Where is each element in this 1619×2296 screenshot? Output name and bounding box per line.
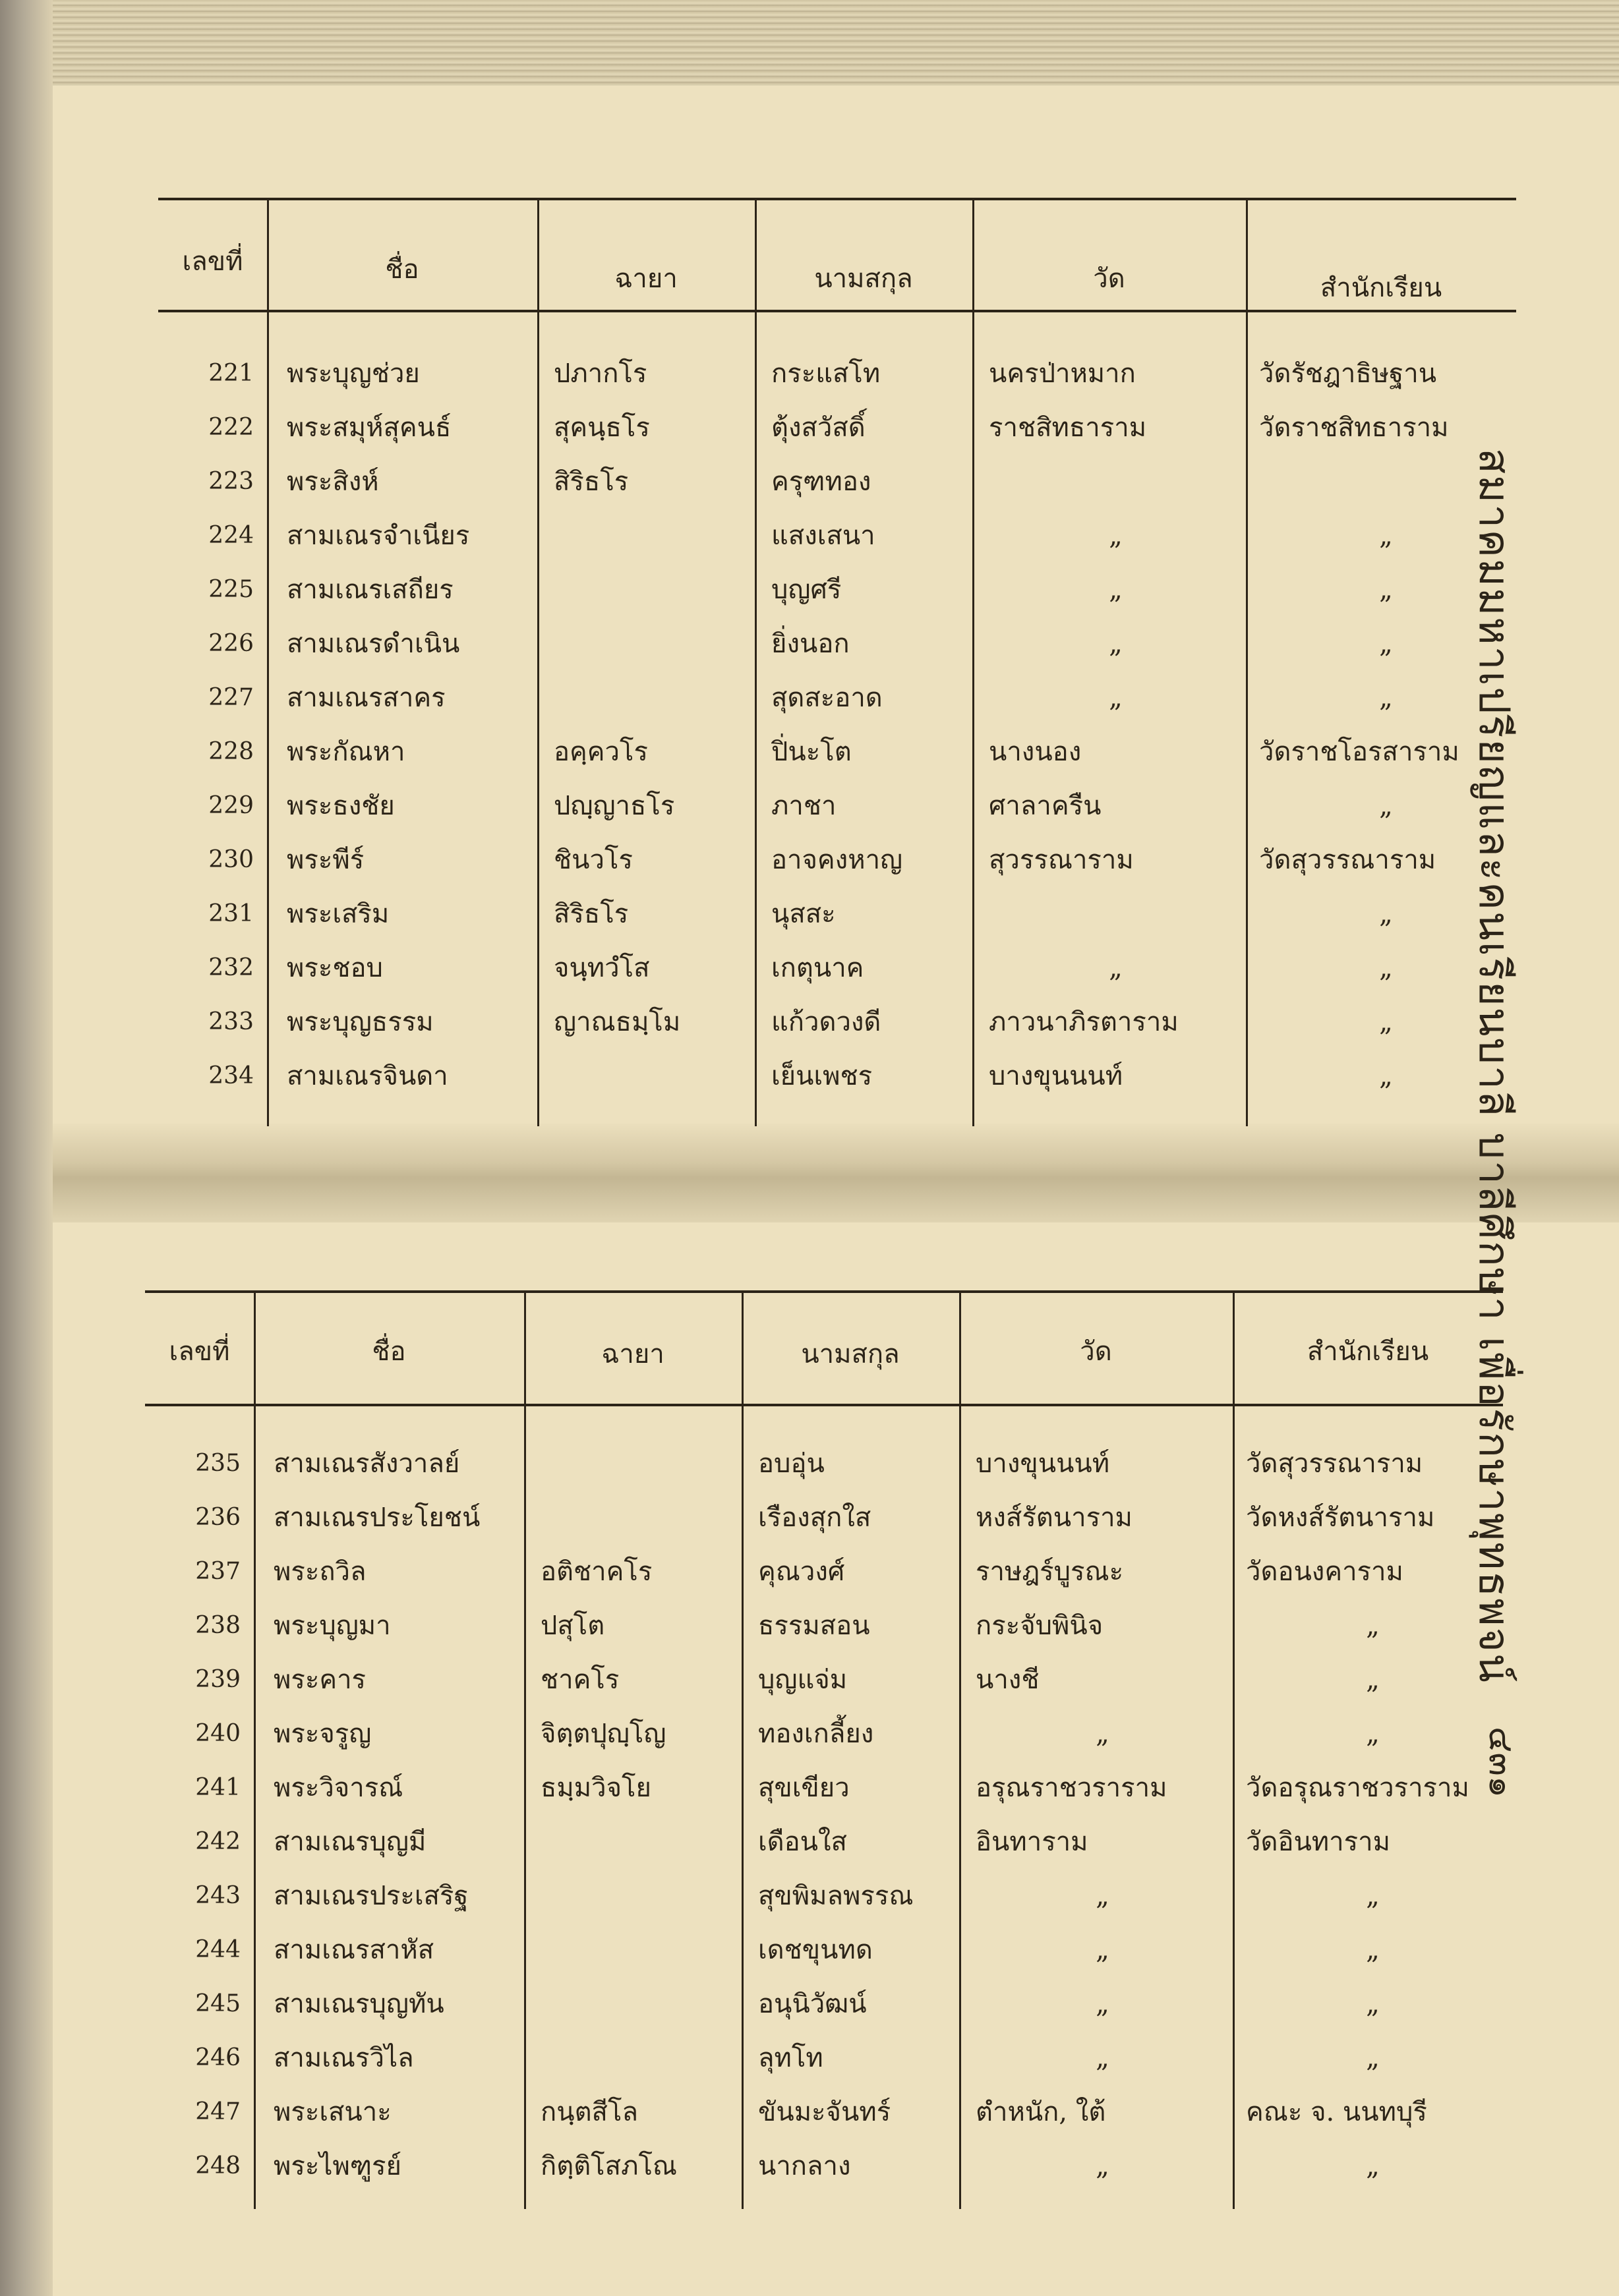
row-surname: สุขพิมลพรรณ [758, 1881, 914, 1911]
row-surname: เดือนใส [758, 1827, 847, 1857]
row-alias [554, 563, 751, 617]
row-alias [554, 1049, 751, 1103]
row-number: 227 [208, 684, 254, 711]
row-wat: ราชสิทธาราม [989, 413, 1147, 443]
row-name: พระเสริม [287, 899, 390, 929]
row-surname: ทองเกลี้ยง [758, 1719, 874, 1749]
table-row [158, 1049, 1516, 1103]
row-school: „ [1366, 1719, 1380, 1749]
row-name: สามเณรจินดา [287, 1061, 448, 1091]
page-number: ๔๓๑ [1481, 1727, 1521, 1798]
row-surname: อบอุ่น [758, 1449, 825, 1479]
header-school: สำนักเรียน [1307, 1336, 1429, 1367]
header-number: เลขที่ [182, 246, 243, 277]
row-school: „ [1366, 2151, 1380, 2181]
row-name: พระบุญมา [274, 1611, 391, 1641]
row-wat: „ [1096, 1719, 1109, 1749]
table-row [145, 1491, 1503, 1545]
row-wat: นางชี [976, 1665, 1040, 1695]
row-wat: „ [1109, 521, 1123, 551]
row-alias [541, 2031, 738, 2085]
table-row [145, 1545, 1503, 1599]
row-name: สามเณรวิไล [274, 2043, 414, 2073]
row-alias: กนฺตสีโล [541, 2097, 638, 2127]
row-name: พระชอบ [287, 953, 383, 983]
row-surname: ครุฑทอง [771, 467, 871, 497]
row-alias: จนฺทวํโส [554, 953, 650, 983]
row-wat: „ [1109, 575, 1123, 605]
table-row [158, 347, 1516, 401]
row-wat: „ [1109, 629, 1123, 659]
header-alias: ฉายา [601, 1339, 664, 1369]
row-number: 241 [195, 1774, 241, 1801]
row-name: สามเณรเสถียร [287, 575, 454, 605]
row-wat: ตำหนัก, ใต้ [976, 2097, 1106, 2127]
row-name: สามเณรบุญทัน [274, 1989, 444, 2019]
row-school: „ [1366, 1989, 1380, 2019]
table-row [158, 671, 1516, 725]
table-row [158, 617, 1516, 671]
row-surname: ตุ้งสวัสดิ์ [771, 413, 866, 443]
row-alias [541, 1923, 738, 1977]
header-surname: นามสกุล [801, 1339, 900, 1369]
row-school: „ [1366, 1881, 1380, 1911]
row-wat: หงส์รัตนาราม [976, 1503, 1133, 1533]
page-gutter [53, 1124, 1619, 1222]
row-name: สามเณรสาคร [287, 683, 446, 713]
row-surname: ปิ่นะโต [771, 737, 852, 767]
row-wat: „ [1096, 2151, 1109, 2181]
row-name: พระถวิล [274, 1557, 367, 1587]
row-surname: สุขเขียว [758, 1773, 850, 1803]
row-alias: ปภากโร [554, 359, 647, 389]
row-wat: „ [1096, 1881, 1109, 1911]
row-school: วัดราชสิทธาราม [1259, 413, 1449, 443]
row-school: „ [1379, 683, 1393, 713]
row-wat: บางขุนนนท์ [976, 1449, 1110, 1479]
table-row [145, 1599, 1503, 1653]
row-number: 236 [195, 1504, 241, 1531]
row-number: 244 [195, 1936, 241, 1963]
table-row [145, 1761, 1503, 1815]
row-name: สามเณรสังวาลย์ [274, 1449, 460, 1479]
row-school: วัดหงส์รัตนาราม [1246, 1503, 1435, 1533]
table-row [158, 401, 1516, 455]
row-name: พระบุญธรรม [287, 1007, 434, 1037]
table-row [145, 1977, 1503, 2031]
row-wat: „ [1096, 2043, 1109, 2073]
running-header: สมาคมมหาเปรียญและคนเรียนบาลี บาลีศึกษา เพื่อรักษาพุทธพจน์ [1469, 448, 1518, 1684]
row-number: 232 [208, 954, 254, 981]
table-row [158, 941, 1516, 995]
row-surname: ธรรมสอน [758, 1611, 870, 1641]
row-surname: เดชขุนทด [758, 1935, 873, 1965]
row-name: สามเณรจำเนียร [287, 521, 470, 551]
row-surname: ขันมะจันทร์ [758, 2097, 891, 2127]
row-wat: นครป่าหมาก [989, 359, 1136, 389]
row-school: „ [1379, 953, 1393, 983]
table-row [158, 779, 1516, 833]
row-wat: บางขุนนนท์ [989, 1061, 1123, 1091]
header-surname: นามสกุล [814, 264, 913, 294]
row-alias: จิตฺตปุญฺโญ [541, 1719, 666, 1749]
table-row [145, 1653, 1503, 1707]
row-name: สามเณรสาหัส [274, 1935, 434, 1965]
table-row [158, 563, 1516, 617]
row-surname: เรืองสุกใส [758, 1503, 871, 1533]
row-alias [541, 1491, 738, 1545]
row-alias [554, 617, 751, 671]
row-school: วัดอรุณราชวราราม [1246, 1773, 1469, 1803]
table-row [145, 2085, 1503, 2139]
row-alias [554, 509, 751, 563]
row-school: „ [1379, 899, 1393, 929]
row-school: วัดอนงคาราม [1246, 1557, 1403, 1587]
row-number: 230 [208, 846, 254, 873]
row-alias: สิริธโร [554, 467, 629, 497]
row-school: „ [1366, 2043, 1380, 2073]
header-name: ชื่อ [385, 254, 419, 285]
row-name: พระพีร์ [287, 845, 365, 875]
row-name: พระกัณหา [287, 737, 405, 767]
row-surname: ลุทโท [758, 2043, 823, 2073]
header-number: เลขที่ [169, 1336, 230, 1367]
row-alias [554, 671, 751, 725]
row-wat: นางนอง [989, 737, 1082, 767]
row-wat: อินทาราม [976, 1827, 1088, 1857]
row-school: วัดสุวรรณาราม [1259, 845, 1436, 875]
book-spine-edge [0, 0, 53, 2296]
row-alias: อคฺควโร [554, 737, 648, 767]
row-name: พระคาร [274, 1665, 367, 1695]
row-alias: ธมฺมวิจโย [541, 1773, 651, 1803]
row-surname: อาจคงหาญ [771, 845, 903, 875]
row-alias [541, 1437, 738, 1491]
row-school: „ [1379, 629, 1393, 659]
row-number: 228 [208, 738, 254, 765]
row-wat: „ [1096, 1935, 1109, 1965]
row-number: 248 [195, 2152, 241, 2179]
row-school: „ [1379, 791, 1393, 821]
row-number: 234 [208, 1062, 254, 1089]
table-row [145, 1707, 1503, 1761]
row-school: คณะ จ. นนทบุรี [1246, 2097, 1427, 2127]
row-number: 226 [208, 630, 254, 657]
header-school: สำนักเรียน [1320, 273, 1442, 303]
row-surname: แก้วดวงดี [771, 1007, 881, 1037]
row-alias [541, 1869, 738, 1923]
row-alias [541, 1815, 738, 1869]
table-row [145, 2139, 1503, 2193]
row-wat: „ [1109, 953, 1123, 983]
row-alias: ปสุโต [541, 1611, 605, 1641]
row-school: วัดราชโอรสาราม [1259, 737, 1459, 767]
row-number: 229 [208, 792, 254, 819]
table-row [145, 1923, 1503, 1977]
row-name: สามเณรบุญมี [274, 1827, 427, 1857]
row-surname: อนุนิวัฒน์ [758, 1989, 867, 2019]
row-school: „ [1379, 1061, 1393, 1091]
row-wat [989, 887, 1243, 941]
row-surname: เกตุนาค [771, 953, 864, 983]
row-wat: สุวรรณาราม [989, 845, 1134, 875]
row-number: 239 [195, 1666, 241, 1693]
table-row [158, 887, 1516, 941]
row-school: วัดสุวรรณาราม [1246, 1449, 1423, 1479]
row-wat: ราษฎร์บูรณะ [976, 1557, 1124, 1587]
row-name: พระบุญช่วย [287, 359, 420, 389]
row-alias: สุคนฺธโร [554, 413, 650, 443]
row-wat: „ [1096, 1989, 1109, 2019]
row-school: วัดรัชฎาธิษฐาน [1259, 359, 1437, 389]
row-school: „ [1366, 1611, 1380, 1641]
row-number: 224 [208, 522, 254, 549]
header-wat: วัด [1093, 264, 1125, 294]
table-header [158, 200, 1516, 312]
row-number: 223 [208, 468, 254, 495]
row-number: 221 [208, 360, 254, 387]
row-wat: ภาวนาภิรตาราม [989, 1007, 1179, 1037]
row-alias: กิตฺติโสภโณ [541, 2151, 678, 2181]
table-row [158, 995, 1516, 1049]
row-number: 231 [208, 900, 254, 927]
row-number: 222 [208, 414, 254, 441]
row-school: „ [1366, 1665, 1380, 1695]
row-alias: ชินวโร [554, 845, 633, 875]
row-school: „ [1379, 1007, 1393, 1037]
row-number: 246 [195, 2044, 241, 2071]
row-surname: กระแสโท [771, 359, 881, 389]
row-number: 238 [195, 1612, 241, 1639]
row-surname: นากลาง [758, 2151, 851, 2181]
row-school: „ [1379, 575, 1393, 605]
table-row [145, 1437, 1503, 1491]
table-row [145, 1815, 1503, 1869]
row-wat [989, 455, 1243, 509]
row-surname: สุดสะอาด [771, 683, 883, 713]
row-surname: บุญศรี [771, 575, 842, 605]
row-name: สามเณรประโยชน์ [274, 1503, 481, 1533]
row-name: พระวิจารณ์ [274, 1773, 403, 1803]
row-alias: ปญฺญาธโร [554, 791, 675, 821]
row-school: วัดอินทาราม [1246, 1827, 1390, 1857]
row-wat: กระจับพินิจ [976, 1611, 1104, 1641]
row-wat: อรุณราชวราราม [976, 1773, 1167, 1803]
table-header [145, 1293, 1503, 1406]
header-wat: วัด [1080, 1336, 1112, 1367]
row-wat: ศาลาครืน [989, 791, 1102, 821]
row-number: 245 [195, 1990, 241, 2017]
row-surname: บุญแจ่ม [758, 1665, 848, 1695]
table-row [158, 725, 1516, 779]
table-row [145, 2031, 1503, 2085]
row-name: พระจรูญ [274, 1719, 372, 1749]
row-surname: คุณวงศ์ [758, 1557, 845, 1587]
row-surname: เย็นเพชร [771, 1061, 873, 1091]
row-number: 235 [195, 1450, 241, 1477]
row-name: พระสิงห์ [287, 467, 379, 497]
row-name: พระธงชัย [287, 791, 395, 821]
table-row [158, 833, 1516, 887]
table-row [158, 509, 1516, 563]
row-number: 243 [195, 1882, 241, 1909]
row-number: 233 [208, 1008, 254, 1035]
row-school [1259, 455, 1513, 509]
row-number: 247 [195, 2098, 241, 2125]
row-surname: นุสสะ [771, 899, 836, 929]
row-number: 225 [208, 576, 254, 603]
row-wat: „ [1109, 683, 1123, 713]
table-row [145, 1869, 1503, 1923]
row-alias: ชาคโร [541, 1665, 620, 1695]
row-alias: ญาณธมฺโม [554, 1007, 681, 1037]
row-name: สามเณรประเสริฐ [274, 1881, 469, 1911]
row-number: 242 [195, 1828, 241, 1855]
row-surname: แสงเสนา [771, 521, 875, 551]
row-alias [541, 1977, 738, 2031]
table-row [158, 455, 1516, 509]
row-name: พระเสนาะ [274, 2097, 392, 2127]
row-surname: ภาชา [771, 791, 837, 821]
table-bottom [145, 1290, 1503, 2209]
header-name: ชื่อ [372, 1336, 406, 1367]
row-school: „ [1379, 521, 1393, 551]
table-top [158, 198, 1516, 1126]
row-name: พระสมุห์สุคนธ์ [287, 413, 452, 443]
row-alias: อติชาคโร [541, 1557, 653, 1587]
row-number: 240 [195, 1720, 241, 1747]
page-stack-edge [53, 0, 1619, 86]
row-name: สามเณรดำเนิน [287, 629, 460, 659]
row-number: 237 [195, 1558, 241, 1585]
row-surname: ยิ่งนอก [771, 629, 850, 659]
row-school: „ [1366, 1935, 1380, 1965]
row-alias: สิริธโร [554, 899, 629, 929]
header-alias: ฉายา [614, 264, 678, 294]
row-name: พระไพฑูรย์ [274, 2151, 401, 2181]
